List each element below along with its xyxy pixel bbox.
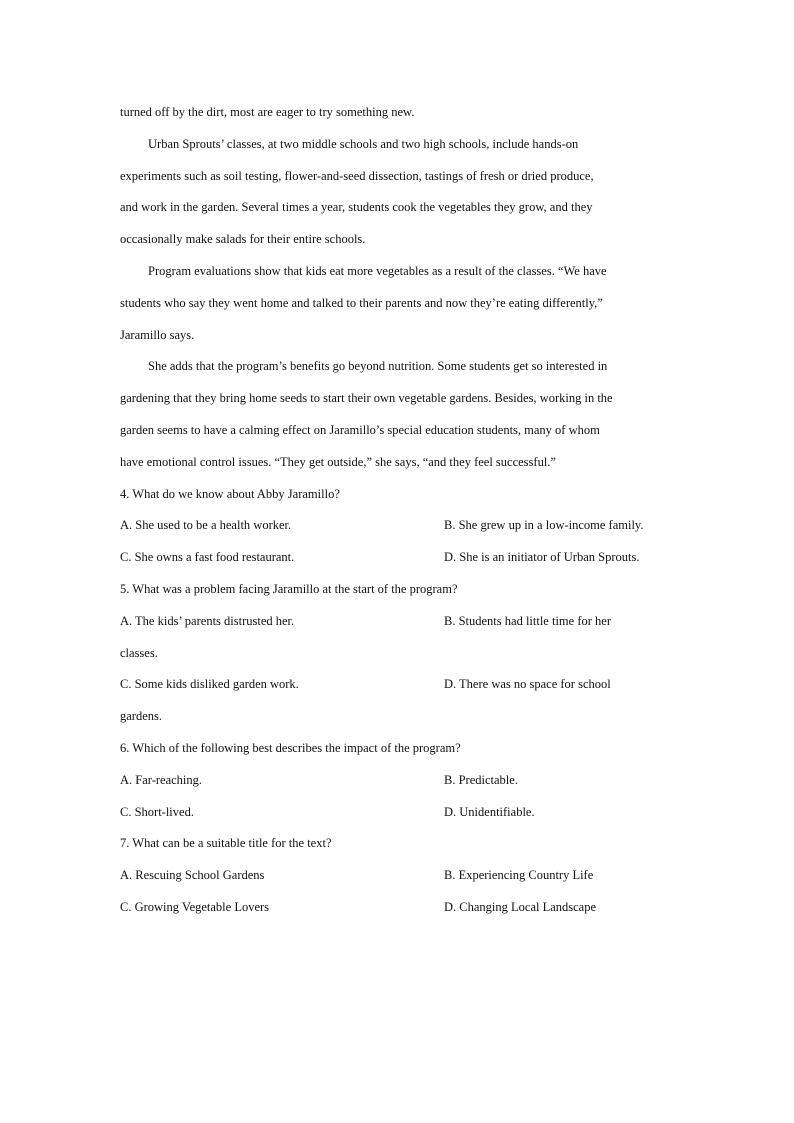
option-d[interactable]: D. Changing Local Landscape [444, 900, 597, 914]
question-stem: 6. Which of the following best describes the impact of the program? [120, 741, 461, 755]
passage-line: Jaramillo says. [120, 328, 195, 342]
option-a[interactable]: A. The kids’ parents distrusted her. [120, 614, 295, 628]
passage-line: garden seems to have a calming effect on Jaramillo’s special education students, many of whom [120, 423, 600, 437]
passage-line: turned off by the dirt, most are eager to try something new. [120, 105, 415, 119]
question-stem: 5. What was a problem facing Jaramillo at the start of the program? [120, 582, 458, 596]
option-d-continuation: gardens. [120, 709, 162, 723]
option-b[interactable]: B. Predictable. [444, 773, 518, 787]
passage-line: occasionally make salads for their entire schools. [120, 232, 366, 246]
question-stem: 7. What can be a suitable title for the text? [120, 836, 332, 850]
option-a[interactable]: A. Rescuing School Gardens [120, 868, 265, 882]
option-d[interactable]: D. There was no space for school [444, 677, 611, 691]
option-c[interactable]: C. She owns a fast food restaurant. [120, 550, 295, 564]
option-b[interactable]: B. Experiencing Country Life [444, 868, 594, 882]
option-d[interactable]: D. Unidentifiable. [444, 805, 535, 819]
passage-line: She adds that the program’s benefits go beyond nutrition. Some students get so interested in [148, 359, 608, 373]
question-stem: 4. What do we know about Abby Jaramillo? [120, 487, 340, 501]
passage-line: Program evaluations show that kids eat more vegetables as a result of the classes. “We have [148, 264, 607, 278]
passage-line: experiments such as soil testing, flower-and-seed dissection, tastings of fresh or dried produce, [120, 169, 594, 183]
option-c[interactable]: C. Growing Vegetable Lovers [120, 900, 270, 914]
option-c[interactable]: C. Some kids disliked garden work. [120, 677, 299, 691]
option-b[interactable]: B. She grew up in a low-income family. [444, 518, 644, 532]
option-c[interactable]: C. Short-lived. [120, 805, 194, 819]
passage-line: have emotional control issues. “They get outside,” she says, “and they feel successful.” [120, 455, 556, 469]
option-a[interactable]: A. She used to be a health worker. [120, 518, 292, 532]
option-b-continuation: classes. [120, 646, 158, 660]
option-a[interactable]: A. Far-reaching. [120, 773, 203, 787]
passage-line: and work in the garden. Several times a year, students cook the vegetables they grow, and they [120, 200, 593, 214]
option-b[interactable]: B. Students had little time for her [444, 614, 611, 628]
passage-line: students who say they went home and talked to their parents and now they’re eating differently,” [120, 296, 603, 310]
passage-line: gardening that they bring home seeds to start their own vegetable gardens. Besides, working in the [120, 391, 613, 405]
passage-line: Urban Sprouts’ classes, at two middle schools and two high schools, include hands-on [148, 137, 579, 151]
option-d[interactable]: D. She is an initiator of Urban Sprouts. [444, 550, 640, 564]
